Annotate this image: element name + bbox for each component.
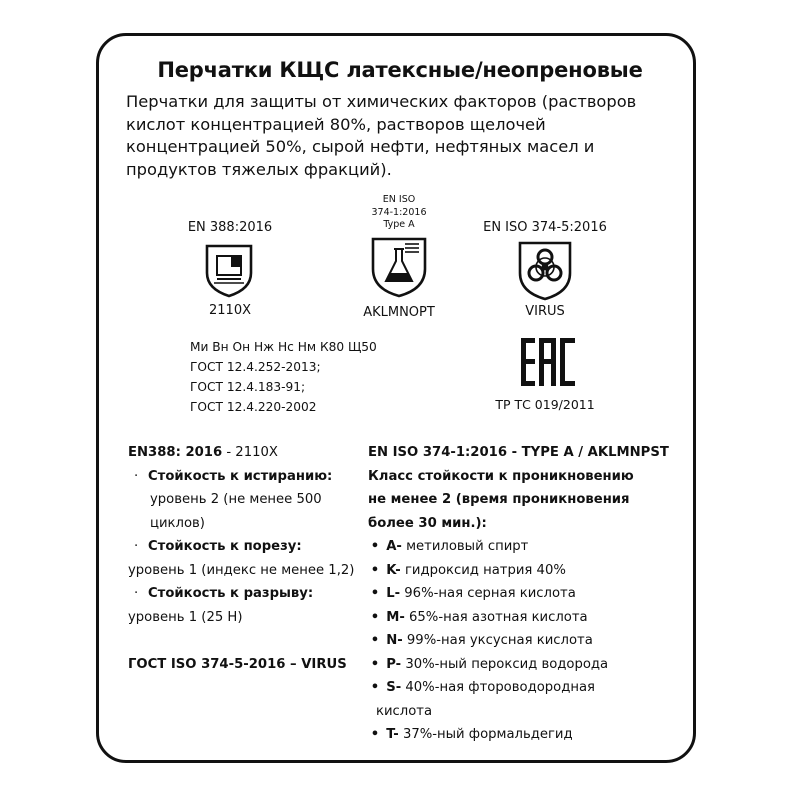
intro-line: продуктов тяжелых фракций). (126, 159, 392, 179)
chemical-code: N- (386, 633, 403, 648)
chemical-name: 65%-ная азотная кислота (409, 609, 588, 625)
chemical-code: L- (386, 586, 401, 601)
en374-1-standard-label (349, 194, 449, 232)
left-item (128, 582, 358, 606)
left-item-line: уровень 2 (не менее 500 (150, 492, 322, 507)
left-item-line: уровень 1 (индекс не менее 1,2) (128, 562, 355, 578)
en374-5-code: VIRUS (525, 304, 565, 319)
chemical-code: T- (386, 727, 399, 742)
gost-line: ГОСТ 12.4.220-2002 (190, 400, 317, 414)
gost-line: ГОСТ 12.4.183-91; (190, 380, 306, 394)
chemical-name: 40%-ная фтороводородная (405, 680, 595, 695)
en388-standard-label: EN 388:2016 (187, 220, 273, 235)
chemical-name: 96%-ная серная кислота (404, 586, 576, 601)
left-item-line: уровень 1 (25 Н) (128, 609, 243, 625)
chemical-name: метиловый спирт (406, 539, 529, 554)
chemical-name: гидроксид натрия 40% (404, 562, 566, 578)
chemical-item: • M- 65%-ная азотная кислота (370, 609, 588, 625)
chemical-item: • T- 37%-ный формальдегид (370, 727, 573, 742)
en374-1-code: AKLMNOPT (363, 305, 435, 320)
class-line: более 30 мин.): (368, 515, 487, 531)
page-title: Перчатки КЩС латексные/неопреновые (157, 58, 643, 82)
right-column (368, 441, 688, 747)
eac-mark-icon (520, 336, 576, 388)
intro-line: кислот концентрацией 80%, растворов щелочей (126, 114, 546, 134)
chemical-flask-icon (369, 235, 429, 299)
standard-line: 374-1:2016 (371, 206, 427, 218)
left-header-rest: - 2110X (222, 445, 278, 460)
chemical-name-cont: кислота (376, 703, 433, 719)
chemical-code: A- (386, 539, 402, 554)
biohazard-icon (517, 240, 573, 302)
eac-caption: ТР ТС 019/2011 (495, 397, 595, 412)
gost-block (190, 337, 377, 417)
intro-line: Перчатки для защиты от химических факторов (растворов (126, 92, 637, 111)
chemical-item: • A- метиловый спирт (370, 539, 529, 554)
mechanical-hazard-icon (204, 243, 254, 299)
standard-line: EN ISO (382, 194, 416, 205)
chemical-item: • P- 30%-ный пероксид водорода (370, 656, 609, 672)
intro-line: концентрацией 50%, сырой нефти, нефтяных масел и (126, 137, 595, 156)
left-footer: ГОСТ ISO 374-5-2016 – VIRUS (128, 656, 347, 672)
left-header-bold: EN388: 2016 (128, 445, 223, 460)
intro-text (126, 91, 686, 181)
left-item-label: Стойкость к истиранию: (148, 468, 333, 484)
en388-code: 2110X (209, 303, 251, 318)
left-header (128, 441, 358, 465)
chemical-name: 99%-ная уксусная кислота (406, 633, 593, 648)
chemical-code: M- (386, 609, 405, 625)
chemical-item: • L- 96%-ная серная кислота (370, 586, 576, 601)
left-column (128, 441, 358, 676)
left-item (128, 465, 358, 489)
right-header: EN ISO 374-1:2016 - TYPE A / AKLMNPST (368, 445, 669, 460)
class-line: не менее 2 (время проникновения (368, 492, 630, 507)
chemical-name: 37%-ный формальдегид (402, 727, 573, 742)
chemical-code: S- (386, 680, 402, 695)
left-item-label: Стойкость к порезу: (148, 539, 302, 554)
chemical-item: • N- 99%-ная уксусная кислота (370, 633, 593, 648)
en374-5-standard-label: EN ISO 374-5:2016 (483, 220, 607, 235)
chemical-code: K- (386, 562, 401, 578)
chemical-item: • K- гидроксид натрия 40% (370, 562, 566, 578)
bullet-dot: · (134, 539, 139, 554)
left-item (128, 535, 358, 559)
chemical-code: P- (386, 656, 402, 672)
bullet-dot: · (134, 586, 139, 601)
left-item-label: Стойкость к разрыву: (148, 586, 314, 601)
class-line: Класс стойкости к проникновению (368, 468, 634, 484)
left-item-line: циклов) (150, 515, 205, 531)
gost-line: ГОСТ 12.4.252-2013; (190, 360, 321, 374)
standard-line: Type A (383, 219, 415, 230)
chemical-name: 30%-ный пероксид водорода (405, 656, 609, 672)
gost-line: Ми Вн Он Нж Нс Нм К80 Щ50 (190, 340, 377, 354)
chemical-item: • S- 40%-ная фтороводородная (370, 680, 595, 695)
bullet-dot: · (134, 468, 139, 484)
